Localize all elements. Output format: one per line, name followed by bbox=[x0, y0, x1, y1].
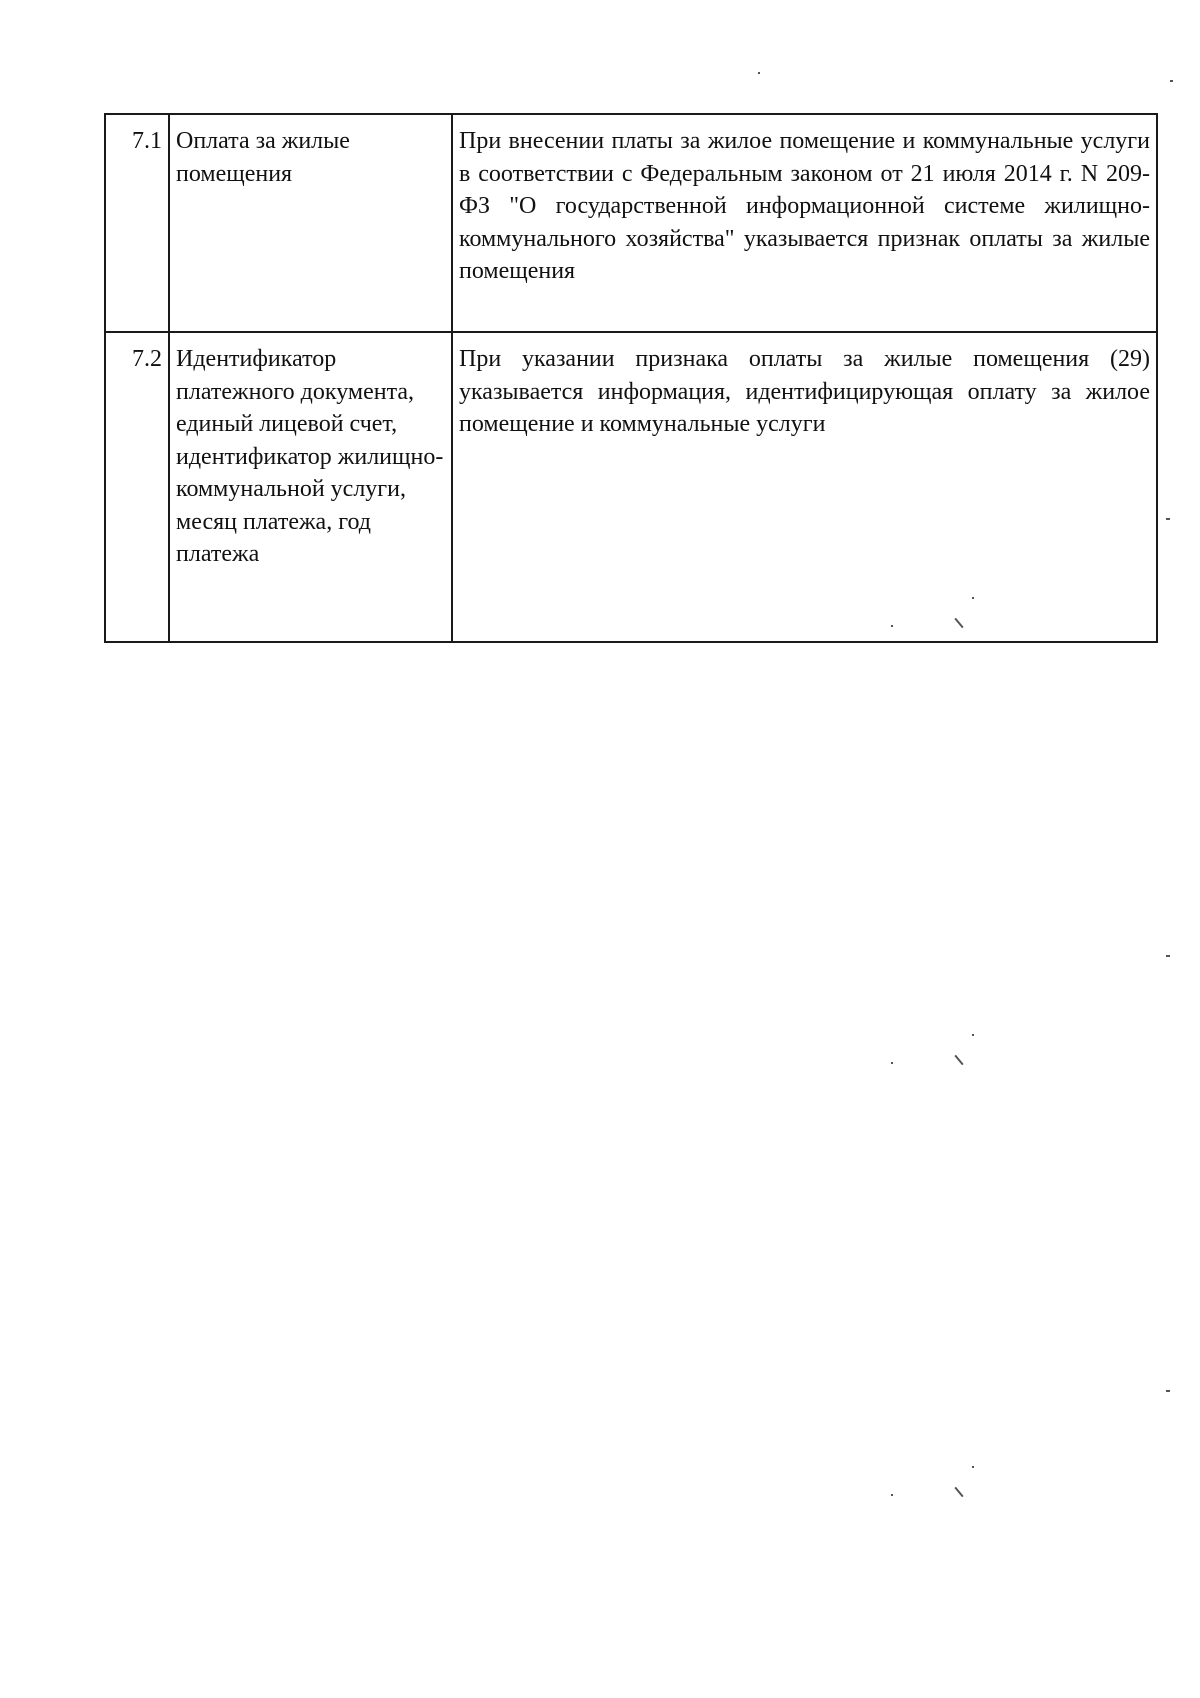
scan-speck bbox=[972, 597, 974, 599]
scan-speck bbox=[758, 72, 760, 74]
row-name: Оплата за жилые помещения bbox=[169, 114, 452, 332]
scan-speck bbox=[972, 1466, 974, 1468]
scan-speck bbox=[1166, 1390, 1170, 1392]
row-number: 7.1 bbox=[105, 114, 169, 332]
scan-speck bbox=[1166, 518, 1170, 520]
table-row bbox=[105, 114, 1157, 332]
scan-speck bbox=[891, 1062, 893, 1064]
scan-speck bbox=[891, 625, 893, 627]
row-number: 7.2 bbox=[105, 332, 169, 642]
scan-speck bbox=[1166, 955, 1170, 957]
scan-speck bbox=[1170, 80, 1173, 82]
scan-speck bbox=[891, 1494, 893, 1496]
scan-speck bbox=[972, 1034, 974, 1036]
scan-speck bbox=[954, 1487, 963, 1497]
row-name: Идентификатор платежного документа, единый лицевой счет, идентификатор жилищно-коммунальной услуги, месяц платежа, год платежа bbox=[169, 332, 452, 642]
row-description: При внесении платы за жилое помещение и коммунальные услуги в соответствии с Федеральным законом от 21 июля 2014 г. N 209-ФЗ "О государственной информационной системе жилищно-коммунального хозяйства" указывается признак оплаты за жилые помещения bbox=[452, 114, 1157, 332]
scan-speck bbox=[954, 1055, 963, 1065]
requisites-table bbox=[104, 113, 1158, 643]
table-row bbox=[105, 332, 1157, 642]
row-description: При указании признака оплаты за жилые помещения (29) указывается информация, идентифицирующая оплату за жилое помещение и коммунальные услуги bbox=[452, 332, 1157, 642]
